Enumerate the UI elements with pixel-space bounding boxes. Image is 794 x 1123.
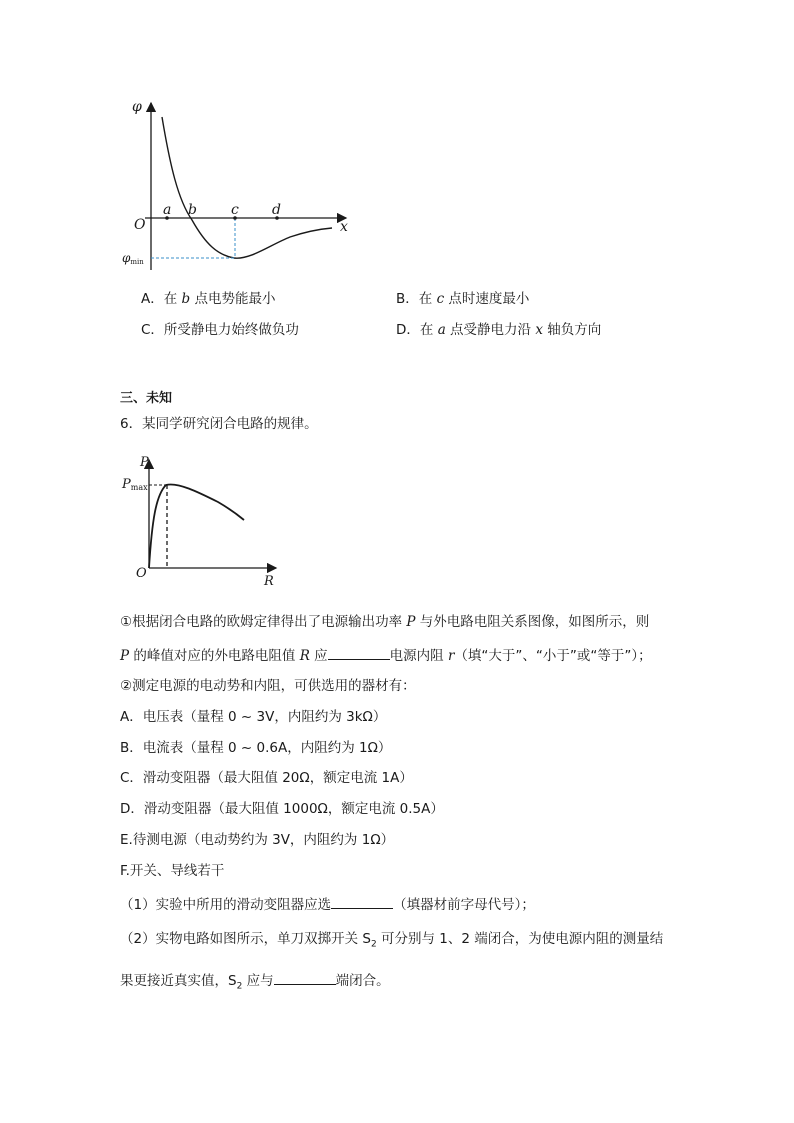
sub2-text-2: 可分别与 1、2 端闭合，为使电源内阻的测量结: [376, 931, 664, 947]
option-a-text: A．在: [141, 291, 182, 307]
equipment-e: E.待测电源（电动势约为 3V，内阻约为 1Ω）: [120, 832, 395, 848]
part1-line2-text-4: （填“大于”、“小于”或“等于”）；: [454, 648, 652, 664]
potential-graph: [110, 95, 360, 275]
part1-line2-text: 的峰值对应的外电路电阻值: [129, 648, 300, 664]
option-d-text: D．在: [396, 322, 438, 338]
point-d-label: d: [272, 202, 281, 218]
part1-line1-text: ①根据闭合电路的欧姆定律得出了电源输出功率: [120, 614, 407, 630]
part1-line2-text-2: 应: [309, 648, 328, 664]
origin-label-2: O: [136, 566, 147, 581]
p-axis-label: P: [140, 455, 149, 470]
phi-min-label: φmin: [122, 251, 144, 266]
equipment-c: C．滑动变阻器（最大阻值 20Ω，额定电流 1A）: [120, 770, 413, 786]
sub2-line2-text: 果更接近真实值，S: [120, 973, 237, 989]
answer-blank-3[interactable]: [274, 970, 336, 985]
sub2-line2-subscript: 2: [236, 981, 243, 992]
option-c[interactable]: [141, 321, 299, 339]
power-resistance-graph: [118, 450, 288, 588]
option-b[interactable]: [396, 290, 529, 308]
sub-question-1: [120, 894, 535, 914]
option-b-var: c: [436, 291, 445, 307]
point-b-label: b: [188, 202, 197, 218]
sub-question-2-line1: [120, 930, 663, 954]
option-d-var: a: [437, 322, 446, 338]
point-a-label: a: [163, 202, 172, 218]
sub-question-2-line2: [120, 970, 390, 996]
part2-intro: ②测定电源的电动势和内阻，可供选用的器材有：: [120, 678, 416, 694]
sub2-text: （2）实物电路如图所示，单刀双掷开关 S: [120, 931, 371, 947]
section-heading: 三、未知: [120, 391, 173, 406]
option-b-text: B．在: [396, 291, 437, 307]
option-d-var-2: x: [535, 322, 543, 338]
origin-label: O: [134, 217, 146, 233]
equipment-f: F.开关、导线若干: [120, 863, 225, 879]
equipment-d: D．滑动变阻器（最大阻值 1000Ω，额定电流 0.5A）: [120, 801, 444, 817]
sub1-text: （1）实验中所用的滑动变阻器应选: [120, 897, 332, 913]
x-axis-label: x: [340, 219, 348, 235]
var-r: R: [299, 648, 310, 664]
answer-blank-2[interactable]: [331, 894, 393, 909]
power-curve: [149, 484, 244, 568]
option-d-text-2: 点受静电力沿: [445, 322, 536, 338]
sub1-text-2: （填器材前字母代号）；: [393, 897, 535, 913]
var-r-internal: r: [447, 648, 455, 664]
r-axis-label: R: [264, 574, 274, 588]
point-c-label: c: [231, 202, 239, 218]
q6-title: 6．某同学研究闭合电路的规律。: [120, 416, 318, 432]
part1-line1: [120, 613, 649, 631]
option-d-text-3: 轴负方向: [542, 322, 602, 338]
phi-axis-label: φ: [132, 99, 142, 115]
option-c-text: C．所受静电力始终做负功: [141, 322, 299, 338]
sub2-subscript: 2: [370, 939, 377, 950]
pmax-label: Pmax: [122, 477, 148, 492]
sub2-line2-text-2: 应与: [242, 973, 274, 989]
part1-line2: [120, 645, 652, 665]
potential-curve: [162, 117, 332, 258]
part1-line2-text-3: 电源内阻: [389, 648, 448, 664]
option-a-var: b: [181, 291, 191, 307]
part1-line1-text-2: 与外电路电阻关系图像，如图所示，则: [415, 614, 650, 630]
sub2-line2-text-3: 端闭合。: [335, 973, 390, 989]
answer-blank-1[interactable]: [328, 645, 390, 660]
var-p: P: [406, 614, 416, 630]
equipment-a: A．电压表（量程 0 ~ 3V，内阻约为 3kΩ）: [120, 709, 387, 725]
option-a-text-2: 点电势能最小: [190, 291, 276, 307]
option-b-text-2: 点时速度最小: [444, 291, 530, 307]
option-d[interactable]: [396, 321, 601, 339]
equipment-b: B．电流表（量程 0 ~ 0.6A，内阻约为 1Ω）: [120, 740, 392, 756]
option-a[interactable]: [141, 290, 275, 308]
var-p-2: P: [120, 648, 130, 664]
